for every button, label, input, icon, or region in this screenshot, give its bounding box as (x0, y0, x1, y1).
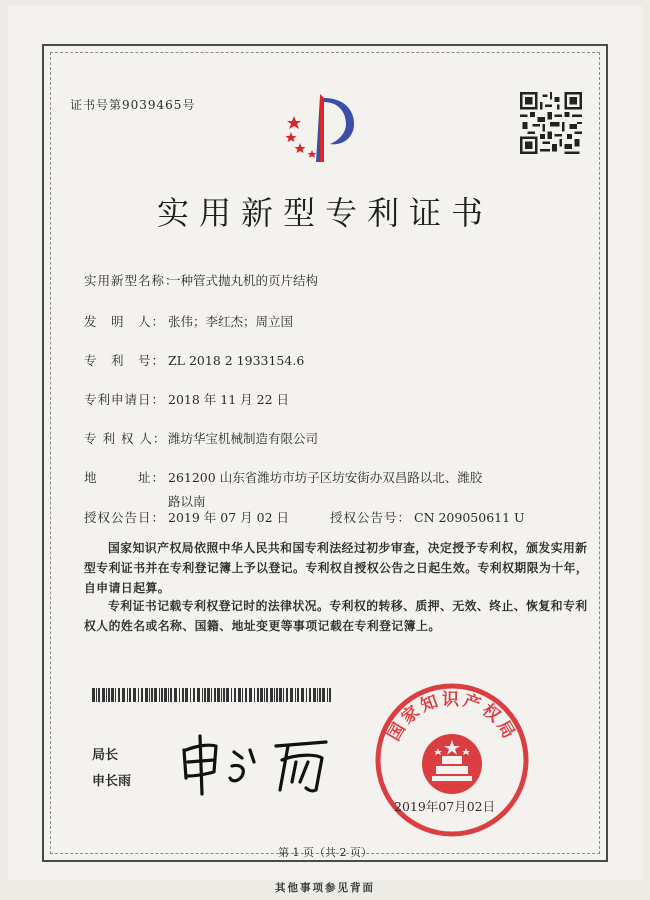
footer-note: 其他事项参见背面 (275, 882, 375, 894)
utility-model-name-value: 一种管式抛丸机的页片结构 (168, 273, 319, 288)
grant-announcement-date-value: 2019 年 07 月 02 日 (168, 510, 289, 525)
application-date-label: 专利申请日： (84, 392, 166, 407)
application-date-field (84, 390, 289, 408)
patentee-label: 专 利 权 人： (84, 431, 167, 446)
utility-model-name-field (84, 271, 318, 289)
patentee-value: 潍坊华宝机械制造有限公司 (168, 431, 319, 446)
inventors-field (84, 312, 293, 330)
body-paragraph: 专利证书记载专利权登记时的法律状况。专利权的转移、质押、无效、终止、恢复和专利权人的姓名或名称、国籍、地址变更等事项记载在专利登记簿上。 (84, 599, 588, 633)
grant-announcement-number-value: CN 209050611 U (414, 510, 525, 525)
grant-announcement-number-field (330, 508, 525, 526)
official-seal-icon (372, 680, 532, 840)
barcode-icon (92, 688, 336, 702)
address-value-line1: 261200 山东省潍坊市坊子区坊安街办双昌路以北、潍胶 (168, 470, 483, 485)
handwritten-signature (176, 732, 336, 796)
address-value-line2: 路以南 (168, 494, 206, 509)
page-title: 实用新型专利证书 (156, 194, 493, 232)
grant-announcement-date-field (84, 508, 289, 526)
utility-model-name-label: 实用新型名称： (84, 273, 179, 288)
inventors-label: 发 明 人： (84, 314, 166, 329)
patent-number-value: ZL 2018 2 1933154.6 (168, 353, 305, 368)
patent-number-label: 专 利 号： (84, 353, 166, 368)
qr-code-icon (520, 92, 582, 154)
patent-number-field (84, 351, 304, 369)
grant-announcement-number-label: 授权公告号： (330, 510, 412, 525)
inventors-value: 张伟；李红杰；周立国 (168, 314, 294, 329)
body-paragraph: 国家知识产权局依照中华人民共和国专利法经过初步审查，决定授予专利权，颁发实用新型专利证书并在专利登记簿上予以登记。专利权自授权公告之日起生效。专利权期限为十年，自申请日起算。 (84, 541, 589, 595)
page-number: 第 1 页（共 2 页） (278, 846, 372, 859)
seal-date: 2019年07月02日 (394, 799, 496, 814)
patentee-field (84, 429, 318, 447)
certificate-number: 证书号第9039465号 (70, 98, 196, 112)
address-label: 地 址： (84, 470, 166, 485)
director-title: 局长 (92, 748, 119, 763)
cnipa-logo-icon (280, 88, 360, 168)
address-field (84, 468, 482, 486)
grant-announcement-date-label: 授权公告日： (84, 510, 166, 525)
seal-text: 国家知识产权局 (384, 689, 520, 745)
application-date-value: 2018 年 11 月 22 日 (168, 392, 289, 407)
director-name: 申长雨 (92, 774, 132, 789)
